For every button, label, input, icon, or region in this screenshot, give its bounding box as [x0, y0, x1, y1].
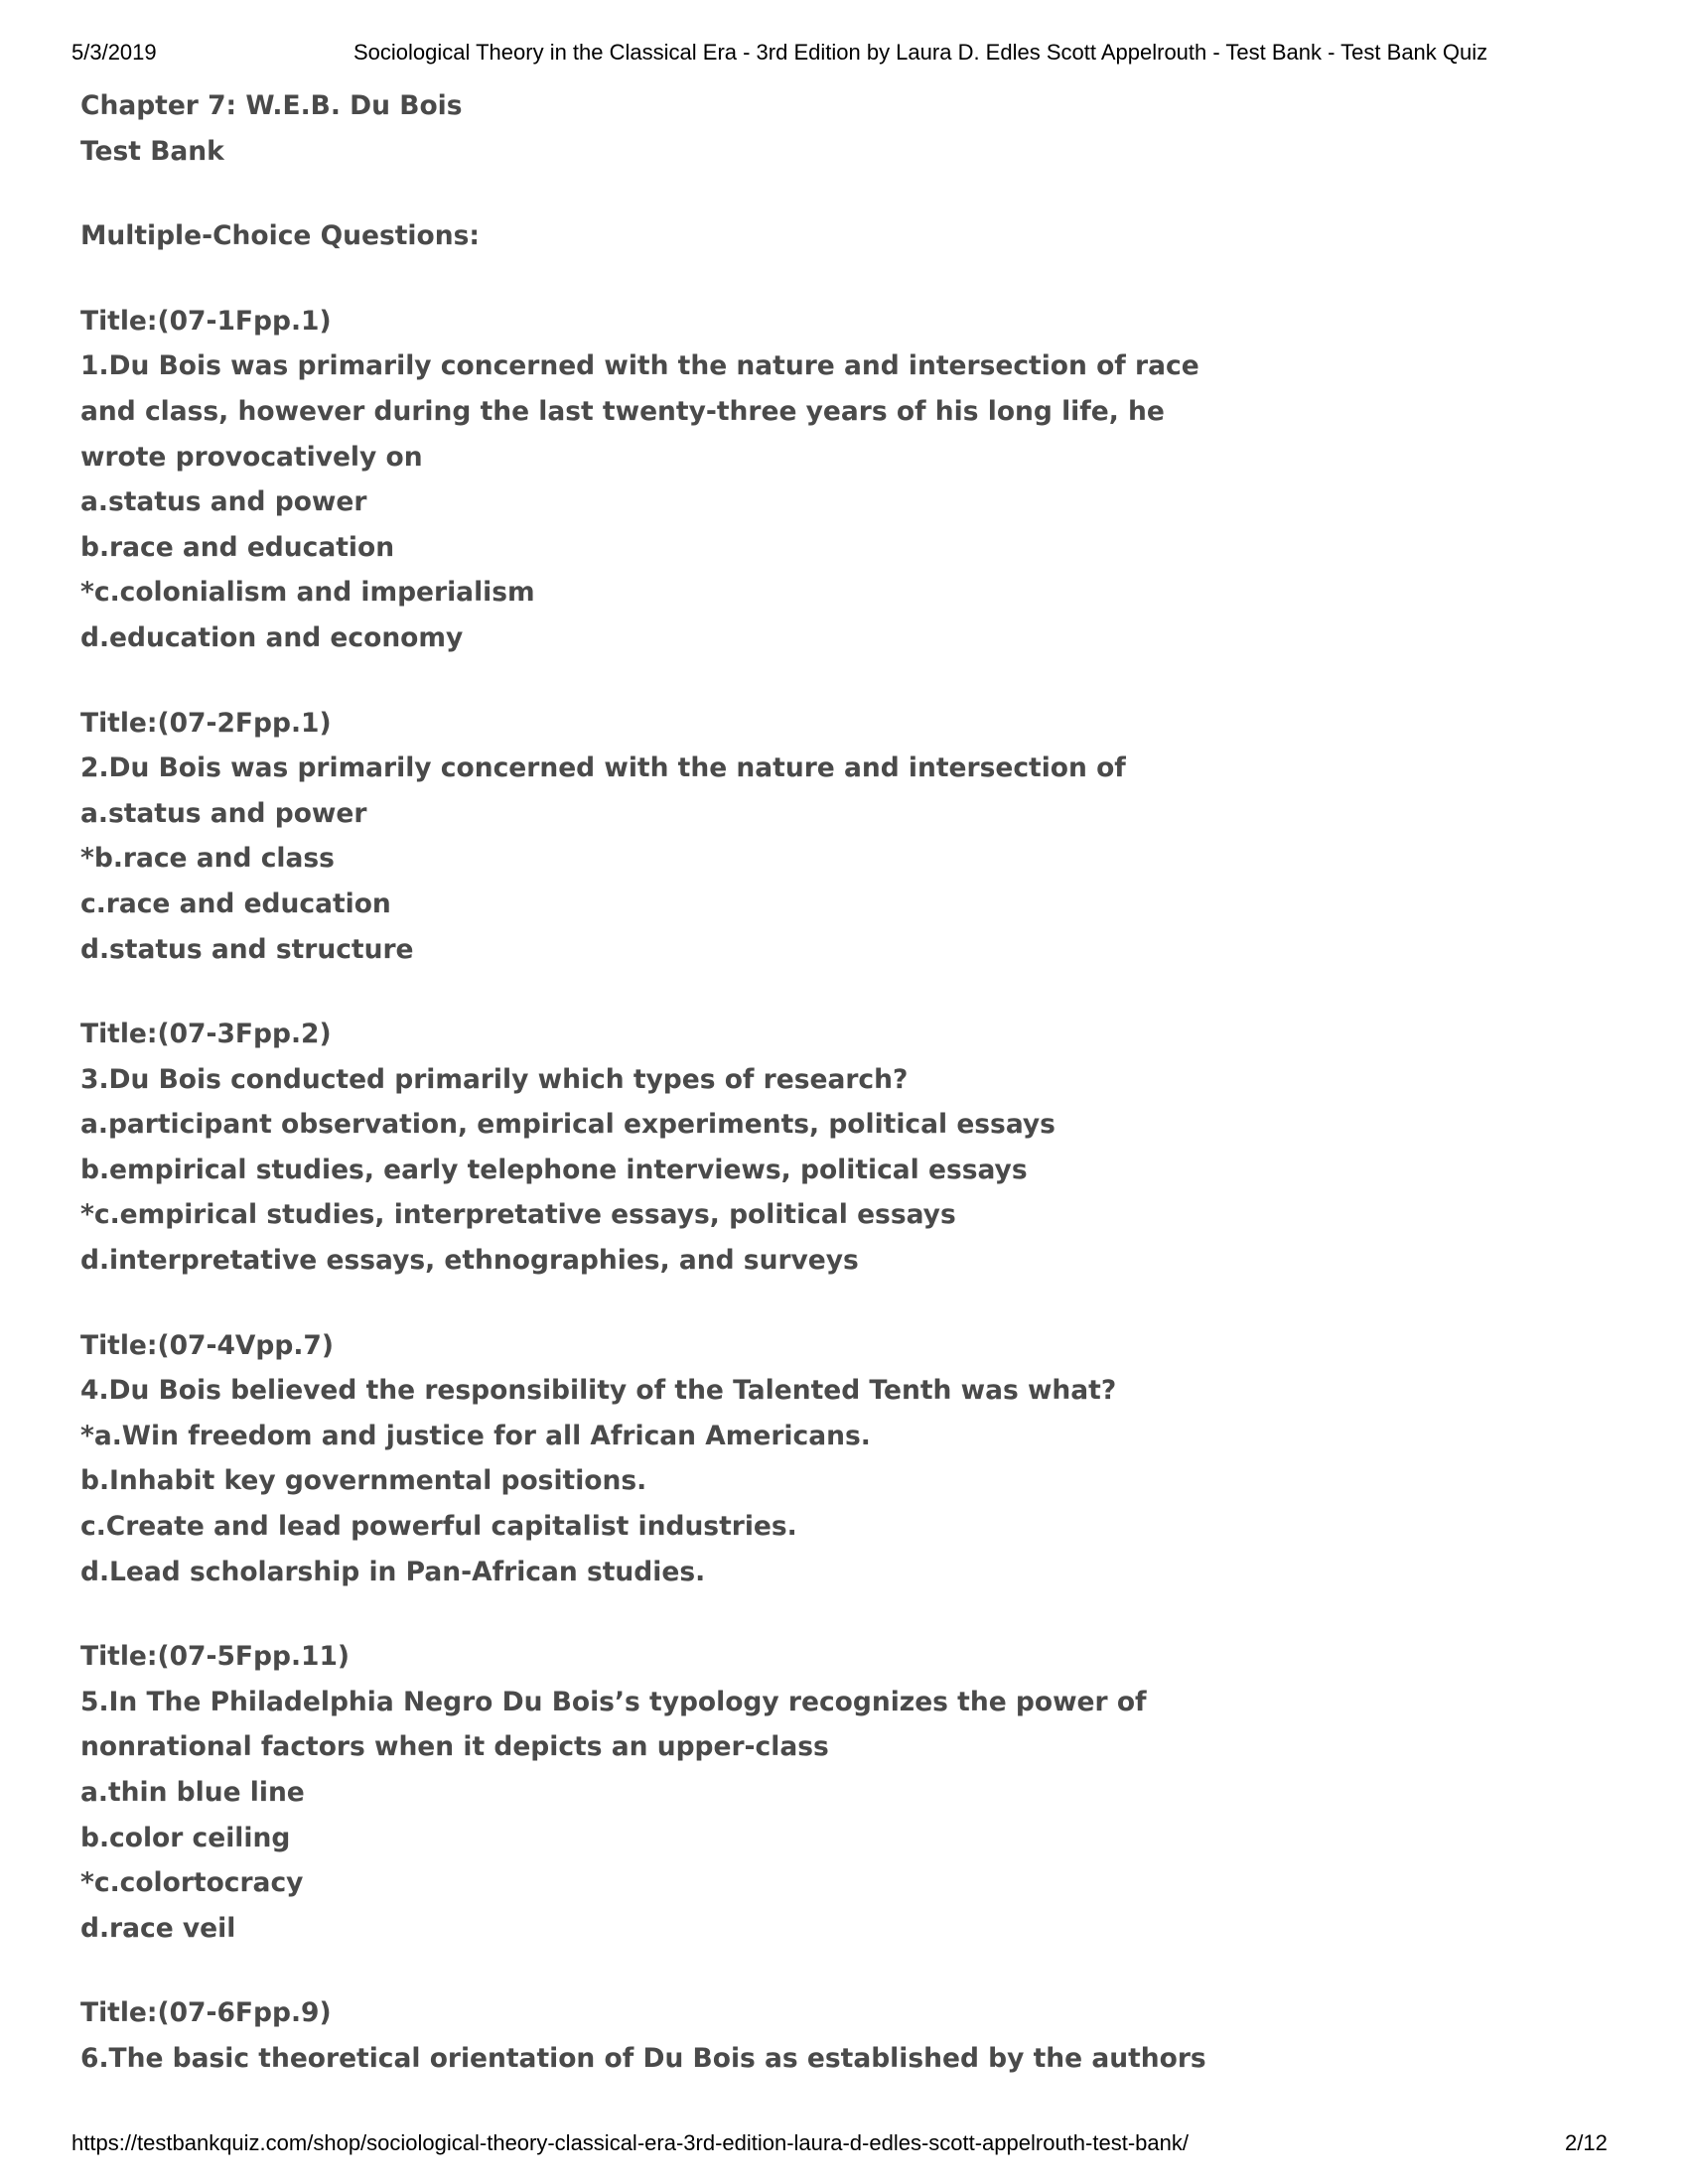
- answer-option: a.status and power: [80, 486, 367, 518]
- question-title: Title:(07-6Fpp.9): [80, 1997, 332, 2029]
- question-title: Title:(07-4Vpp.7): [80, 1329, 334, 1361]
- answer-option: d.Lead scholarship in Pan-African studies.: [80, 1556, 706, 1587]
- section-heading: Multiple-Choice Questions:: [80, 220, 480, 252]
- answer-option-correct: *c.empirical studies, interpretative essays, political essays: [80, 1199, 956, 1231]
- answer-option: d.status and structure: [80, 933, 414, 965]
- answer-option: a.participant observation, empirical experiments, political essays: [80, 1109, 1055, 1141]
- question-title: Title:(07-3Fpp.2): [80, 1019, 332, 1050]
- chapter-title: Chapter 7: W.E.B. Du Bois: [80, 90, 463, 121]
- question-block: [80, 1012, 1610, 1284]
- question-block: [80, 701, 1610, 973]
- question-stem-line: 6.The basic theoretical orientation of Du Bois as established by the authors: [80, 2042, 1206, 2074]
- question-title: Title:(07-2Fpp.1): [80, 707, 332, 739]
- question-stem-line: 2.Du Bois was primarily concerned with the nature and intersection of: [80, 752, 1126, 784]
- answer-option: b.race and education: [80, 531, 395, 563]
- answer-option-correct: *b.race and class: [80, 843, 335, 875]
- answer-option: c.race and education: [80, 887, 391, 919]
- print-header-title: Sociological Theory in the Classical Era - 3rd Edition by Laura D. Edles Scott Appelrouth - Test Bank - Test Bank Quiz: [353, 40, 1488, 65]
- doc-subtitle: Test Bank: [80, 135, 224, 167]
- answer-option-correct: *c.colortocracy: [80, 1867, 304, 1899]
- test-bank-content: [80, 83, 1610, 2082]
- question-stem-line: 1.Du Bois was primarily concerned with the nature and intersection of race: [80, 350, 1199, 382]
- answer-option-correct: *a.Win freedom and justice for all African Americans.: [80, 1420, 871, 1451]
- answer-option-correct: *c.colonialism and imperialism: [80, 577, 535, 609]
- question-stem-line: wrote provocatively on: [80, 441, 423, 473]
- answer-option: b.color ceiling: [80, 1822, 291, 1853]
- question-stem-line: nonrational factors when it depicts an upper-class: [80, 1731, 829, 1763]
- answer-option: d.education and economy: [80, 621, 464, 653]
- question-block: [80, 299, 1610, 661]
- question-block: [80, 1323, 1610, 1595]
- answer-option: b.Inhabit key governmental positions.: [80, 1465, 647, 1497]
- question-stem-line: 3.Du Bois conducted primarily which types of research?: [80, 1063, 909, 1095]
- answer-option: b.empirical studies, early telephone interviews, political essays: [80, 1154, 1028, 1185]
- answer-option: a.status and power: [80, 797, 367, 829]
- question-title: Title:(07-1Fpp.1): [80, 305, 332, 337]
- question-block: [80, 1990, 1610, 2081]
- answer-option: a.thin blue line: [80, 1777, 305, 1808]
- source-url: https://testbankquiz.com/shop/sociological-theory-classical-era-3rd-edition-laura-d-edles-scott-appelrouth-test-bank/: [71, 2130, 1189, 2155]
- answer-option: c.Create and lead powerful capitalist industries.: [80, 1511, 797, 1543]
- question-block: [80, 1634, 1610, 1951]
- question-title: Title:(07-5Fpp.11): [80, 1641, 351, 1673]
- question-stem-line: 4.Du Bois believed the responsibility of the Talented Tenth was what?: [80, 1375, 1117, 1407]
- print-date: 5/3/2019: [71, 40, 157, 65]
- question-stem-line: 5.In The Philadelphia Negro Du Bois’s typology recognizes the power of: [80, 1686, 1147, 1717]
- answer-option: d.race veil: [80, 1912, 236, 1944]
- question-stem-line: and class, however during the last twenty-three years of his long life, he: [80, 395, 1165, 427]
- answer-option: d.interpretative essays, ethnographies, and surveys: [80, 1245, 859, 1277]
- page-number: 2/12: [1565, 2130, 1608, 2155]
